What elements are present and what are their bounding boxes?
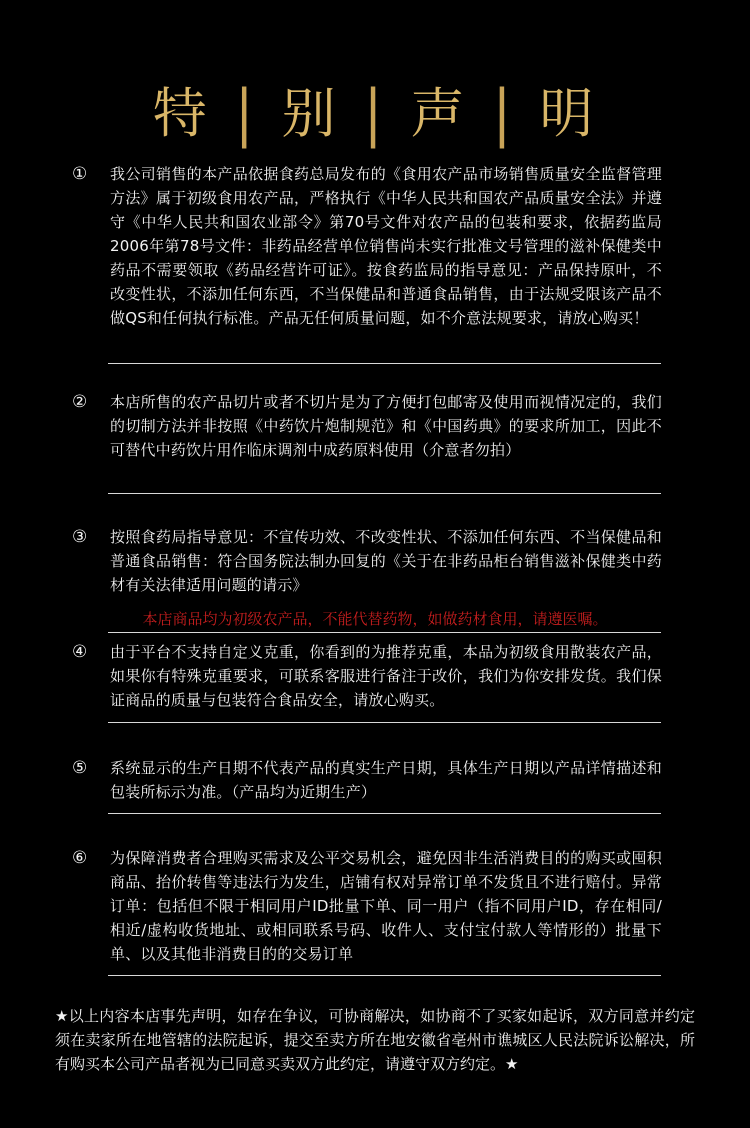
item-text: 我公司销售的本产品依据食药总局发布的《食用农产品市场销售质量安全监督管理方法》属于初级食用农产品，严格执行《中华人民共和国农产品质量安全法》并遵守《中华人民共和国农业部令》第70号文件对农产品的包装和要求，依据药监局2006年第78号文件：非药品经营单位销售尚未实行批准文号管理的滋补保健类中药品不需要领取《药品经营许可证》。按食药监局的指导意见：产品保持原叶，不改变性状，不添加任何东西，不当保健品和普通食品销售，由于法规受限该产品不做QS和任何执行标准。产品无任何质量问题，如不介意法规要求，请放心购买！	[110, 165, 662, 327]
title-separator: |	[363, 77, 387, 150]
item-number: ②	[72, 392, 88, 412]
divider	[108, 363, 661, 364]
title-separator: |	[492, 77, 516, 150]
item-number: ④	[72, 642, 88, 662]
divider	[108, 493, 661, 494]
title-char-3: 声	[410, 82, 469, 145]
item-text: 按照食药局指导意见：不宣传功效、不改变性状、不添加任何东西、不当保健品和普通食品销售：符合国务院法制办回复的《关于在非药品柜台销售滋补保健类中药材有关法律适用问题的请示》	[110, 528, 662, 594]
item-number: ③	[72, 527, 88, 547]
item-number: ⑥	[72, 848, 88, 868]
item-text: 系统显示的生产日期不代表产品的真实生产日期，具体生产日期以产品详情描述和包装所标示为准。（产品均为近期生产）	[110, 759, 662, 801]
item-number: ⑤	[72, 758, 88, 778]
divider	[108, 632, 661, 633]
warning-note: 本店商品均为初级农产品，不能代替药物，如做药材食用，请遵医嘱。	[142, 610, 608, 628]
divider	[108, 813, 661, 814]
divider	[108, 975, 661, 976]
item-number: ①	[72, 164, 88, 184]
title-char-2: 别	[281, 82, 340, 145]
page-title	[0, 78, 750, 150]
title-char-4: 明	[539, 82, 598, 145]
item-text: 本店所售的农产品切片或者不切片是为了方便打包邮寄及使用而视情况定的，我们的切制方法并非按照《中药饮片炮制规范》和《中国药典》的要求所加工，因此不可替代中药饮片用作临床调剂中成药原料使用（介意者勿拍）	[110, 393, 662, 459]
title-separator: |	[234, 77, 258, 150]
item-text: 为保障消费者合理购买需求及公平交易机会，避免因非生活消费目的的购买或囤积商品、抬价转售等违法行为发生，店铺有权对异常订单不发货且不进行赔付。异常订单：包括但不限于相同用户ID批量下单、同一用户（指不同用户ID，存在相同/相近/虚构收货地址、或相同联系号码、收件人、支付宝付款人等情形的）批量下单、以及其他非消费目的的交易订单	[110, 849, 662, 963]
item-text: 由于平台不支持自定义克重，你看到的为推荐克重，本品为初级食用散装农产品，如果你有特殊克重要求，可联系客服进行备注于改价，我们为你安排发货。我们保证商品的质量与包装符合食品安全，请放心购买。	[110, 643, 662, 709]
divider	[108, 722, 661, 723]
title-char-1: 特	[152, 82, 211, 145]
footer-statement: ★以上内容本店事先声明，如存在争议，可协商解决，如协商不了买家如起诉，双方同意并约定须在卖家所在地管辖的法院起诉，提交至卖方所在地安徽省亳州市谯城区人民法院诉讼解决，所有购买本公司产品者视为已同意买卖双方此约定，请遵守双方约定。★	[55, 1007, 695, 1073]
